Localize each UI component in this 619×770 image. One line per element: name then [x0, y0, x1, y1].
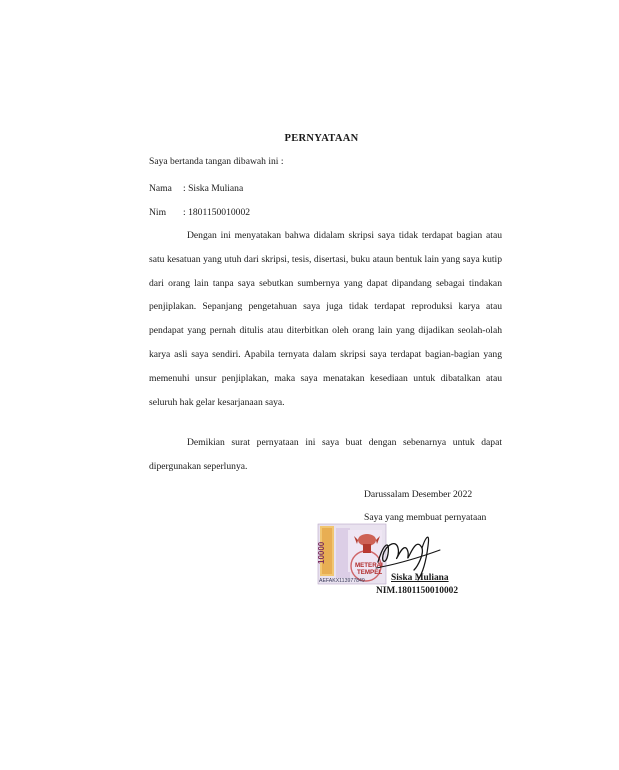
signer-caption: Saya yang membuat pernyataan: [364, 512, 487, 523]
name-label: Nama: [149, 183, 172, 194]
place-date: Darussalam Desember 2022: [364, 489, 473, 500]
stamp-value: 10000: [317, 541, 326, 564]
statement-paragraph: Dengan ini menyatakan bahwa didalam skripsi saya tidak terdapat bagian atau satu kesatuan yang utuh dari skripsi, tesis, disertasi, buku ataun bentuk lain yang saya kutip dari orang lain tanpa saya sebutkan sumbernya yang dapat dipandang sebagai tindakan penjiplakan. Sepanjang pengetahuan saya juga tidak terdapat reproduksi karya atau pendapat yang pernah ditulis atau diterbitkan oleh orang lain yang dijadikan seolah-olah karya asli saya sendiri. Apabila ternyata dalam skripsi saya terdapat bagian-bagian yang memenuhi unsur penjiplakan, maka saya menatakan kesediaan untuk dibatalkan atau seluruh hak gelar kesarjanaan saya.: [149, 230, 502, 408]
svg-text:TEMPEL: TEMPEL: [357, 569, 383, 576]
svg-text:METERAI: METERAI: [355, 562, 383, 569]
closing-paragraph: Demikian surat pernyataan ini saya buat dengan sebenarnya untuk dapat dipergunakan seperlunya.: [149, 437, 502, 472]
nim-label: Nim: [149, 207, 167, 218]
document-title: PERNYATAAN: [284, 133, 359, 144]
signer-nim: NIM.1801150010002: [376, 586, 459, 596]
intro-line: Saya bertanda tangan dibawah ini :: [149, 156, 284, 167]
name-value: : Siska Muliana: [183, 183, 244, 194]
signer-name: Siska Muliana: [391, 573, 449, 583]
svg-text:AEFAKX113977849: AEFAKX113977849: [319, 578, 365, 584]
nim-value: : 1801150010002: [183, 207, 251, 218]
